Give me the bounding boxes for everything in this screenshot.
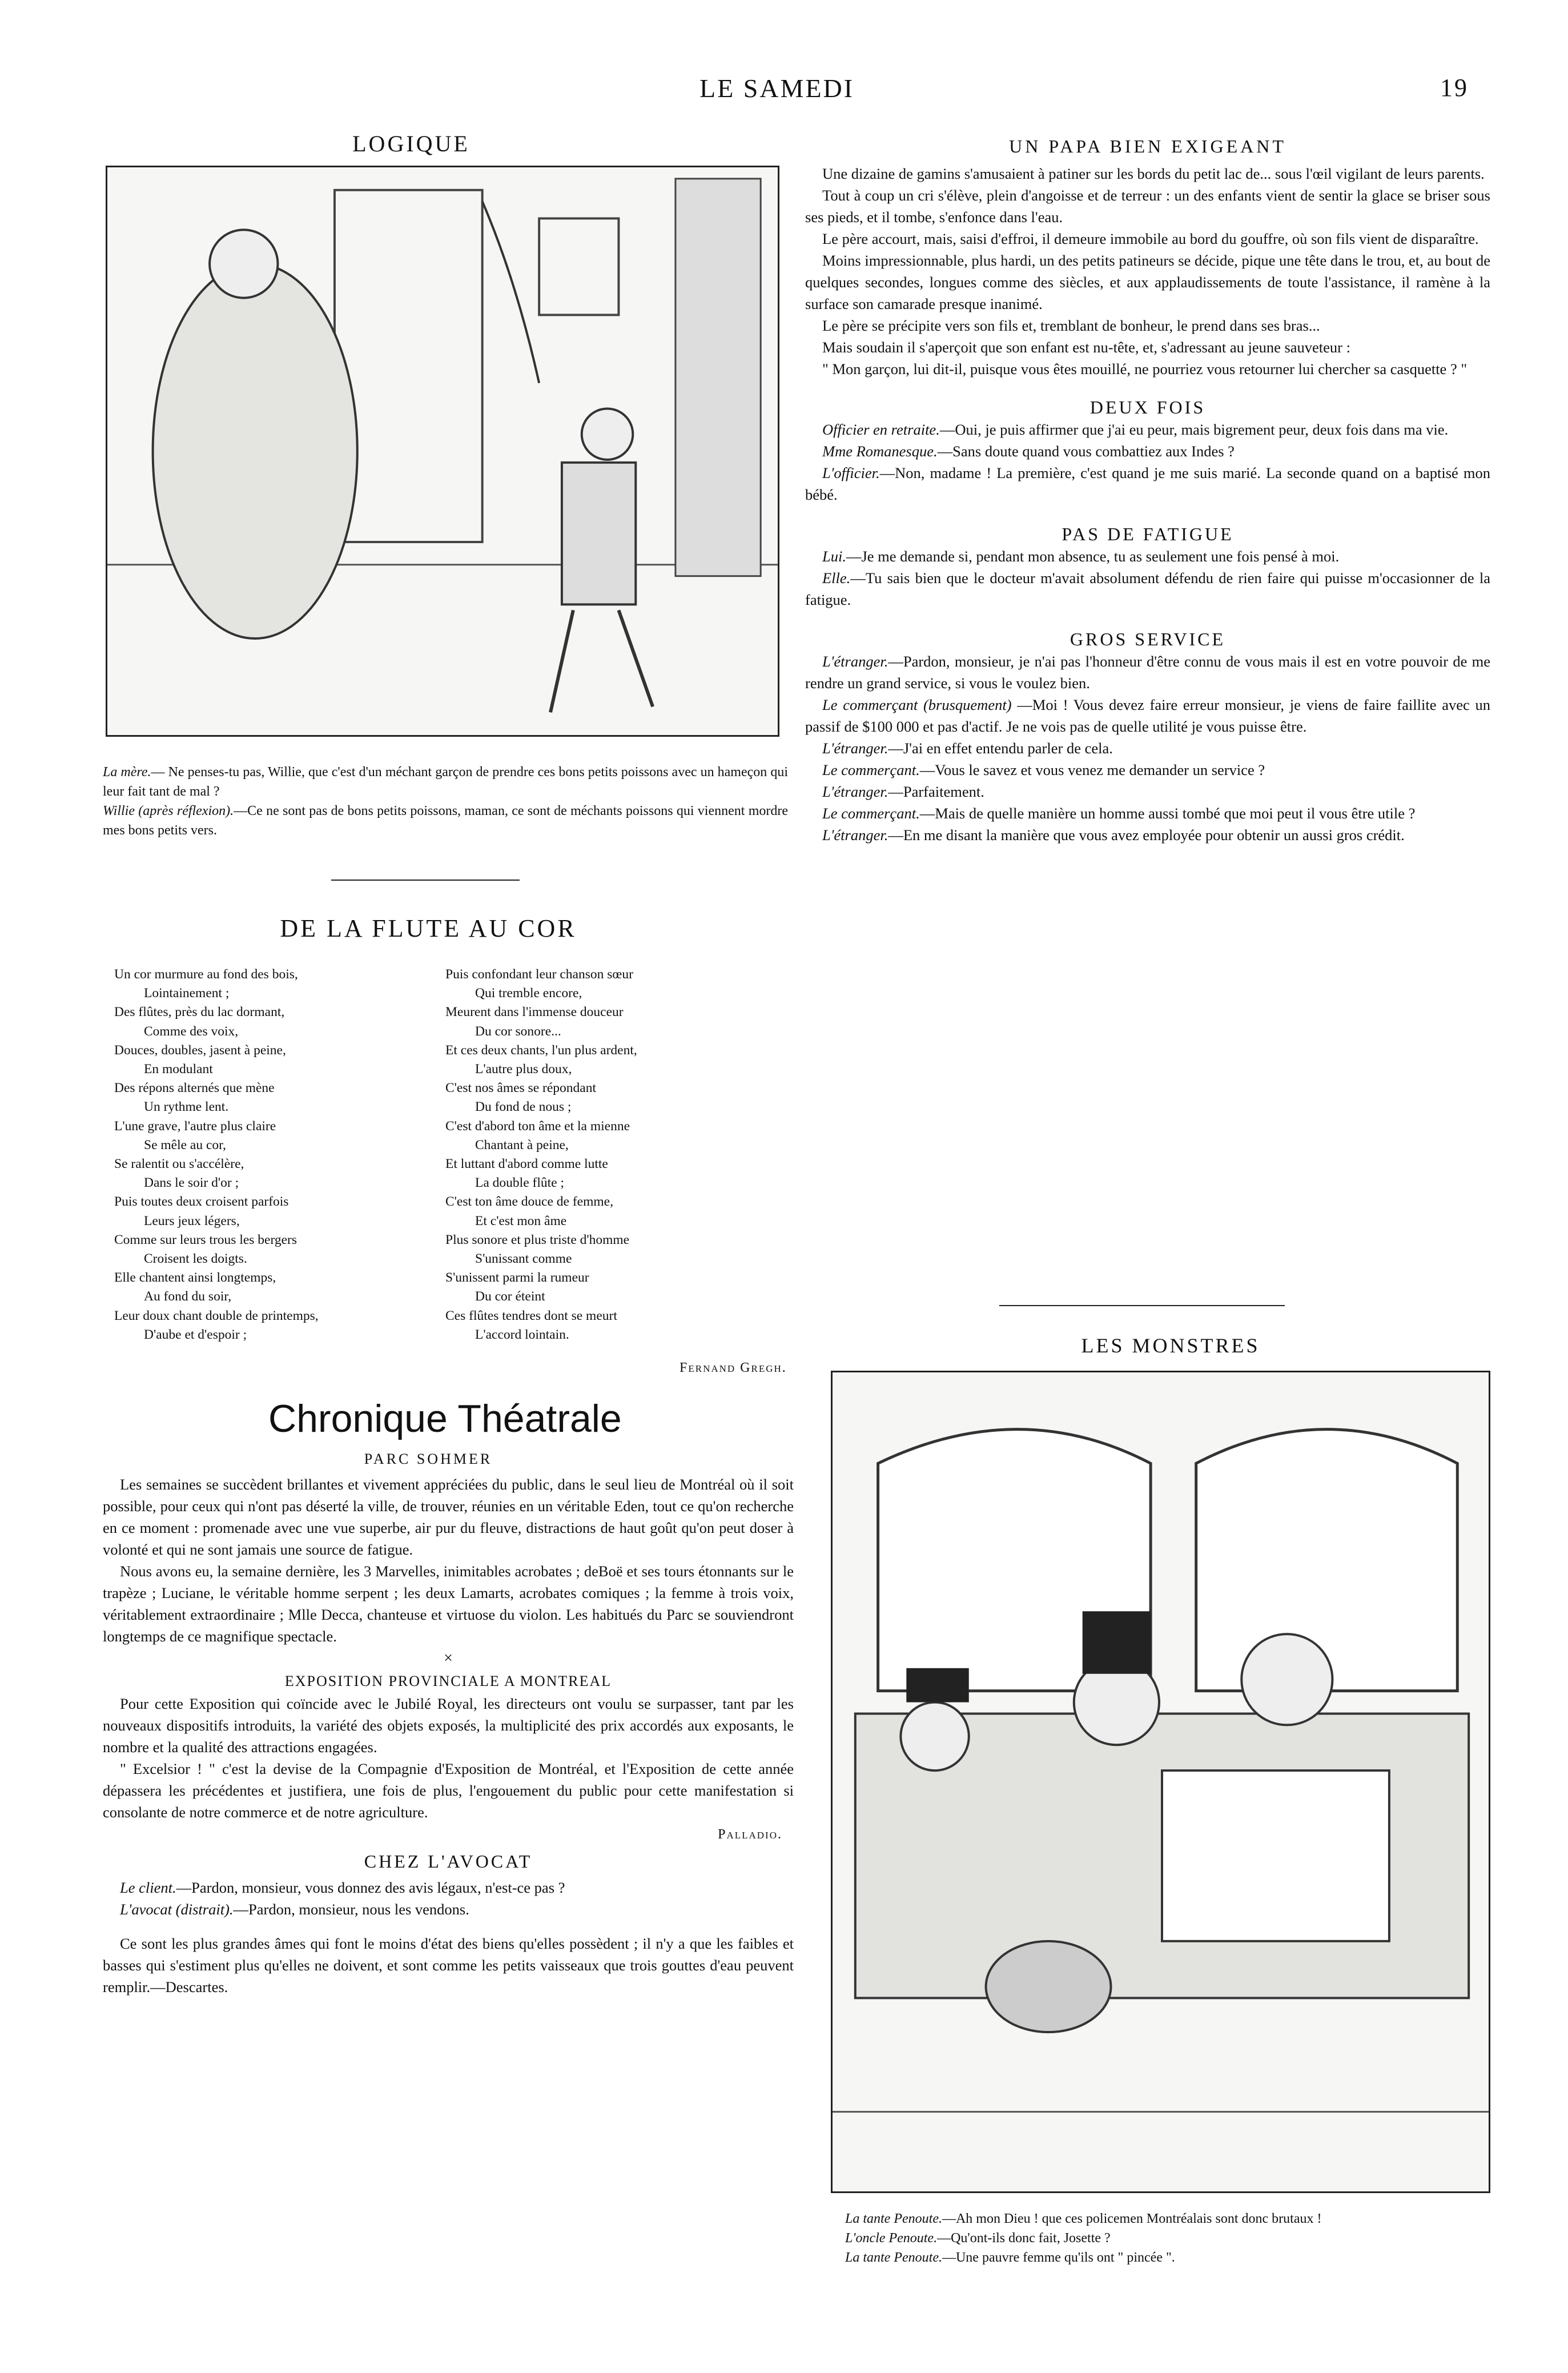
poem-line: Un cor murmure au fond des bois, (114, 967, 298, 982)
papa-body (805, 163, 1490, 846)
speaker: La tante Penoute. (845, 2250, 942, 2265)
poem-line: Et ces deux chants, l'un plus ardent, (445, 1042, 637, 1058)
poem-line: Du cor sonore... (475, 1023, 561, 1039)
poem-author: Fernand Gregh. (680, 1360, 787, 1375)
poem-line: Lointainement ; (144, 986, 230, 1001)
dialogue-text: — Ne penses-tu pas, Willie, que c'est d'un méchant garçon de prendre ces bons petits poissons avec un hameçon qui leur fait tant de mal ? (103, 765, 788, 799)
poem-line: Ces flûtes tendres dont se meurt (445, 1308, 617, 1323)
poem-line: Un rythme lent. (144, 1099, 229, 1115)
chronique-body (103, 1473, 794, 1998)
poem-right-column (445, 965, 799, 1344)
expo-title: EXPOSITION PROVINCIALE A MONTREAL (284, 1673, 612, 1689)
dialogue-line (805, 567, 1490, 611)
dialogue-line (103, 1877, 794, 1898)
poem-line: Du cor éteint (475, 1289, 545, 1304)
paragraph: Pour cette Exposition qui coïncide avec le Jubilé Royal, les directeurs ont voulu se surpasser, tant par les nouveaux dispositifs introduits, la variété des objets exposés, la multiplicité des prix accordés aux exposants, le nombre et la qualité des attractions engagées. (103, 1695, 794, 1756)
poem-line: Meurent dans l'immense douceur (445, 1005, 624, 1020)
speaker: L'étranger. (822, 826, 888, 844)
poem-line: Elle chantent ainsi longtemps, (114, 1270, 276, 1286)
speaker: L'étranger. (822, 740, 888, 757)
dialogue-line (805, 824, 1490, 846)
paragraph: Une dizaine de gamins s'amusaient à patiner sur les bords du petit lac de... sous l'œil vigilant de leurs parents. (822, 165, 1485, 182)
poem-line: Des répons alternés que mène (114, 1081, 275, 1096)
dialogue-text: —En me disant la manière que vous avez employée pour obtenir un aussi gros crédit. (888, 826, 1405, 844)
dialogue-text: —Pardon, monsieur, nous les vendons. (233, 1901, 469, 1918)
poem-line: C'est d'abord ton âme et la mienne (445, 1118, 630, 1134)
paragraph: Moins impressionnable, plus hardi, un des petits patineurs se décide, pique une tête dans le trou, et, au bout de quelques secondes, longues comme des siècles, et aux applaudissements de toute l'assistance, il ramène à la surface son camarade presque inanimé. (805, 252, 1490, 312)
poem-line: C'est nos âmes se répondant (445, 1081, 596, 1096)
caption-line (103, 801, 788, 840)
speaker: Officier en retraite. (822, 421, 940, 438)
poem-line: S'unissent parmi la rumeur (445, 1270, 589, 1286)
papa-title: UN PAPA BIEN EXIGEANT (1009, 136, 1286, 156)
caption-line (822, 2248, 1496, 2267)
dialogue-line (805, 419, 1490, 440)
speaker: L'officier. (822, 464, 880, 481)
paragraph: Le père se précipite vers son fils et, tremblant de bonheur, le prend dans ses bras... (822, 317, 1320, 334)
deux-fois-title: DEUX FOIS (1089, 397, 1206, 417)
dialogue-line (805, 759, 1490, 781)
monstres-illustration (831, 1371, 1490, 2193)
dialogue-line (103, 1898, 794, 1920)
poem-line: Dans le soir d'or ; (144, 1175, 239, 1191)
speaker: Elle. (822, 569, 851, 587)
dialogue-text: —Non, madame ! La première, c'est quand je me suis marié. La seconde quand on a baptisé mon bébé. (805, 464, 1490, 503)
poem-line: Comme des voix, (144, 1023, 239, 1039)
train-passengers-drawing-icon (833, 1372, 1489, 2191)
speaker: Le commerçant. (822, 805, 920, 822)
poem-line: Puis confondant leur chanson sœur (445, 967, 633, 982)
logique-illustration (106, 166, 779, 737)
dialogue-text: —Une pauvre femme qu'ils ont " pincée ". (942, 2250, 1175, 2265)
caption-line (103, 762, 788, 801)
dialogue-text: —J'ai en effet entendu parler de cela. (888, 740, 1113, 757)
dialogue-line (805, 545, 1490, 567)
speaker: L'étranger. (822, 653, 888, 670)
dialogue-text: —Oui, je puis affirmer que j'ai eu peur, mais bigrement peur, deux fois dans ma vie. (939, 421, 1449, 438)
dialogue-line (805, 651, 1490, 694)
dialogue-text: —Moi ! Vous devez faire erreur monsieur, je viens de faire faillite avec un passif de $100 000 et pas d'actif. Je ne vois pas de quelle utilité je vous puisse être. (805, 696, 1490, 735)
poem-line: Leurs jeux légers, (144, 1213, 240, 1228)
speaker: Lui. (822, 548, 846, 565)
dialogue-line (805, 802, 1490, 824)
descartes-quote: Ce sont les plus grandes âmes qui font le moins d'état des biens qu'elles possèdent ; il n'y a que les faibles et basses qui s'estiment plus qu'elles ne doivent, et sont comme les petits vaisseaux que trois gouttes d'eau peuvent remplir.—Descartes. (103, 1935, 794, 1995)
dialogue-text: —Pardon, monsieur, je n'ai pas l'honneur d'être connu de vous mais il est en votre pouvoir de me rendre un grand service, si vous le voulez bien. (805, 653, 1490, 692)
poem-line: Du fond de nous ; (475, 1099, 572, 1115)
speaker: Willie (après réflexion). (103, 804, 234, 818)
poem-left-column (114, 965, 445, 1344)
speaker: L'avocat (distrait). (120, 1901, 234, 1918)
poem-line: L'autre plus doux, (475, 1062, 572, 1077)
divider (331, 880, 520, 881)
poem-line: L'accord lointain. (475, 1327, 569, 1342)
caption-line (822, 2209, 1496, 2229)
dialogue-text: —Pardon, monsieur, vous donnez des avis légaux, n'est-ce pas ? (176, 1879, 565, 1896)
avocat-title: CHEZ L'AVOCAT (364, 1851, 533, 1872)
poem-line: D'aube et d'espoir ; (144, 1327, 247, 1342)
dialogue-line (805, 781, 1490, 802)
poem-line: Puis toutes deux croisent parfois (114, 1194, 289, 1210)
poem-line: Et luttant d'abord comme lutte (445, 1157, 608, 1172)
poem-line: Douces, doubles, jasent à peine, (114, 1042, 286, 1058)
speaker: Le commerçant (brusquement) (822, 696, 1012, 713)
chronique-subtitle: PARC SOHMER (364, 1451, 493, 1467)
dialogue-text: —Sans doute quand vous combattiez aux Indes ? (937, 443, 1235, 460)
poem-line: Et c'est mon âme (475, 1213, 567, 1228)
paragraph: Le père accourt, mais, saisi d'effroi, il demeure immobile au bord du gouffre, où son fils vient de disparaître. (822, 230, 1479, 247)
speaker: L'oncle Penoute. (845, 2231, 938, 2246)
monstres-title: LES MONSTRES (1081, 1334, 1260, 1357)
paragraph: Tout à coup un cri s'élève, plein d'angoisse et de terreur : un des enfants vient de sentir la glace se briser sous ses pieds, et il tombe, s'enfonce dans l'eau. (805, 187, 1490, 226)
dialogue-text: —Parfaitement. (888, 783, 984, 800)
speaker: Mme Romanesque. (822, 443, 938, 460)
fatigue-title: PAS DE FATIGUE (1062, 524, 1234, 544)
dialogue-text: —Vous le savez et vous venez me demander un service ? (919, 761, 1265, 778)
gros-service-title: GROS SERVICE (1070, 629, 1226, 649)
caption-line (822, 2229, 1496, 2248)
dialogue-text: —Qu'ont-ils donc fait, Josette ? (937, 2231, 1111, 2246)
dialogue-text: —Ce ne sont pas de bons petits poissons, maman, ce sont de méchants poissons qui viennent mordre mes bons petits vers. (103, 804, 789, 838)
poem-line: L'une grave, l'autre plus claire (114, 1118, 276, 1134)
speaker: Le client. (120, 1879, 176, 1896)
poem-line: Se ralentit ou s'accélère, (114, 1157, 244, 1172)
speaker: La tante Penoute. (845, 2211, 942, 2226)
poem-line: Plus sonore et plus triste d'homme (445, 1232, 630, 1247)
dialogue-text: —Je me demande si, pendant mon absence, tu as seulement une fois pensé à moi. (846, 548, 1340, 565)
poem-line: En modulant (144, 1062, 213, 1077)
logique-caption (103, 762, 788, 840)
poem-line: Chantant à peine, (475, 1137, 569, 1153)
poem-line: Des flûtes, près du lac dormant, (114, 1005, 285, 1020)
speaker: La mère. (103, 765, 151, 780)
poem-line: S'unissant comme (475, 1251, 572, 1267)
poem-line: Leur doux chant double de printemps, (114, 1308, 319, 1323)
monstres-caption (822, 2209, 1496, 2267)
running-title: LE SAMEDI (699, 74, 855, 103)
poem-title: DE LA FLUTE AU COR (280, 914, 577, 942)
logique-title: LOGIQUE (352, 131, 470, 156)
dialogue-line (805, 462, 1490, 505)
mother-and-child-drawing-icon (107, 167, 778, 735)
dialogue-line (805, 737, 1490, 759)
dialogue-line (805, 694, 1490, 737)
paragraph: Mais soudain il s'aperçoit que son enfant est nu-tête, et, s'adressant au jeune sauveteur : (822, 339, 1350, 356)
poem-line: Se mêle au cor, (144, 1137, 226, 1153)
poem-line: Comme sur leurs trous les bergers (114, 1232, 297, 1247)
paragraph: " Excelsior ! " c'est la devise de la Compagnie d'Exposition de Montréal, et l'Exposition de cette année dépassera les précédentes et justifiera, une fois de plus, l'engouement du public pour cette manifestation si consolante de notre commerce et de notre agriculture. (103, 1760, 794, 1821)
paragraph: Nous avons eu, la semaine dernière, les 3 Marvelles, inimitables acrobates ; deBoë et ses tours étonnants sur le trapèze ; Luciane, le véritable homme serpent ; les deux Lamarts, acrobates comiques ; la femme à trois voix, véritablement extraordinaire ; Mlle Decca, chanteuse et virtuose du violon. Les habitués du Parc se souviendront longtemps de ce magnifique spectacle. (103, 1563, 794, 1645)
poem-line: C'est ton âme douce de femme, (445, 1194, 613, 1210)
dialogue-line (805, 440, 1490, 462)
poem-line: La double flûte ; (475, 1175, 564, 1191)
page-number: 19 (1440, 74, 1469, 102)
poem-line: Croisent les doigts. (144, 1251, 247, 1267)
paragraph: Les semaines se succèdent brillantes et vivement appréciées du public, dans le seul lieu de Montréal où il soit possible, pour ceux qui n'ont pas déserté la ville, de trouver, réunies en un véritable Eden, tout ce qu'on recherche en ce moment : promenade avec une vue superbe, air pur du fleuve, distractions de haut goût qu'on peut doser à volonté et qui ne sont jamais une source de fatigue. (103, 1476, 794, 1558)
dialogue-text: —Ah mon Dieu ! que ces policemen Montréalais sont donc brutaux ! (942, 2211, 1322, 2226)
poem-line: Au fond du soir, (144, 1289, 232, 1304)
dialogue-text: —Mais de quelle manière un homme aussi tombé que moi peut il vous être utile ? (919, 805, 1416, 822)
dialogue-text: —Tu sais bien que le docteur m'avait absolument défendu de rien faire qui puisse m'occasionner de la fatigue. (805, 569, 1490, 608)
separator-mark: × (444, 1649, 453, 1667)
chronique-title: Chronique Théatrale (268, 1397, 622, 1440)
poem-line: Qui tremble encore, (475, 986, 582, 1001)
expo-author: Palladio. (718, 1827, 782, 1842)
paragraph: " Mon garçon, lui dit-il, puisque vous êtes mouillé, ne pourriez vous retourner lui chercher sa casquette ? " (822, 360, 1468, 378)
speaker: L'étranger. (822, 783, 888, 800)
divider (999, 1305, 1285, 1306)
speaker: Le commerçant. (822, 761, 920, 778)
